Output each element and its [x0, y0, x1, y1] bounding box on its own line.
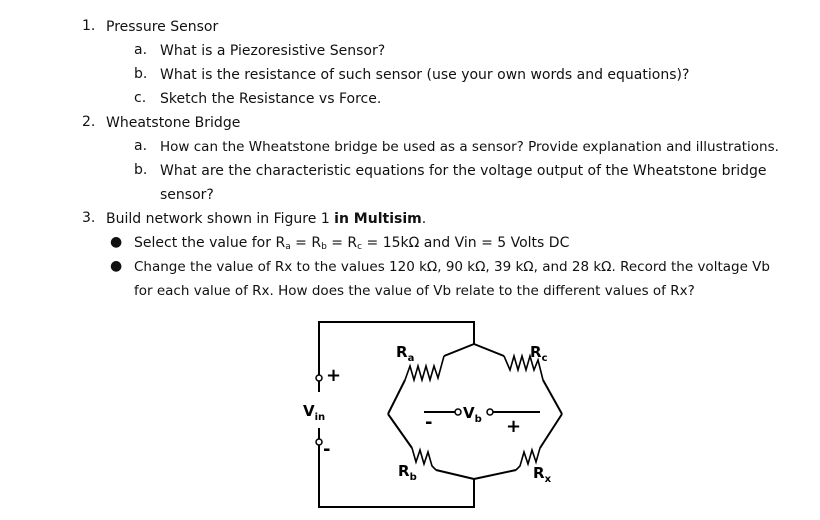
vb-minus-sign: -	[425, 412, 433, 433]
vin-label: $V_{in}$	[303, 402, 326, 423]
q3-number: 3.	[82, 210, 96, 226]
bullet-dot: ●	[110, 234, 123, 250]
q2b-continuation: sensor?	[160, 187, 214, 203]
vin-minus-terminal	[316, 439, 322, 445]
vb-plus-sign: +	[506, 416, 522, 437]
vb-minus-terminal	[455, 409, 461, 415]
q2-number: 2.	[82, 114, 96, 130]
q1a-text: What is a Piezoresistive Sensor?	[160, 43, 386, 59]
q1-number: 1.	[82, 18, 96, 34]
q2b-text: What are the characteristic equations for the voltage output of the Wheatstone bridge	[160, 163, 767, 179]
resistor-rb	[412, 448, 436, 470]
q1b-text: What is the resistance of such sensor (use your own words and equations)?	[160, 67, 690, 83]
vin-minus-sign: -	[323, 439, 331, 460]
q1b-marker: b.	[134, 66, 148, 82]
q1-title: Pressure Sensor	[106, 19, 219, 35]
bullet-dot: ●	[110, 258, 123, 274]
vin-plus-terminal	[316, 375, 322, 381]
q3-bullet2-continuation: for each value of Rx. How does the value of Vb relate to the different values of Rx?	[134, 283, 695, 299]
q1a-marker: a.	[134, 42, 148, 58]
q1c-marker: c.	[134, 90, 147, 106]
rb-label: $R_b$	[398, 462, 417, 483]
vb-label: $V_b$	[463, 404, 482, 425]
q1c-text: Sketch the Resistance vs Force.	[160, 91, 382, 107]
vb-plus-terminal	[487, 409, 493, 415]
q2a-marker: a.	[134, 138, 148, 154]
q2a-text: How can the Wheatstone bridge be used as a sensor? Provide explanation and illustrations.	[160, 139, 779, 155]
q2b-marker: b.	[134, 162, 148, 178]
q2-title: Wheatstone Bridge	[106, 115, 241, 131]
q3-bullet2-text: Change the value of Rx to the values 120 kΩ, 90 kΩ, 39 kΩ, and 28 kΩ. Record the voltage Vb	[134, 259, 770, 275]
q3-bullet1-text: Select the value for $R_a = R_b = R_c = 15k\Omega$ and Vin = 5 Volts DC	[134, 235, 570, 252]
q3-title: Build network shown in Figure 1 in Multisim.	[106, 211, 427, 227]
rx-label: $R_x$	[533, 464, 552, 485]
rc-label: $R_c$	[530, 343, 548, 364]
vin-plus-sign: +	[326, 365, 342, 386]
ra-label: $R_a$	[396, 343, 415, 364]
